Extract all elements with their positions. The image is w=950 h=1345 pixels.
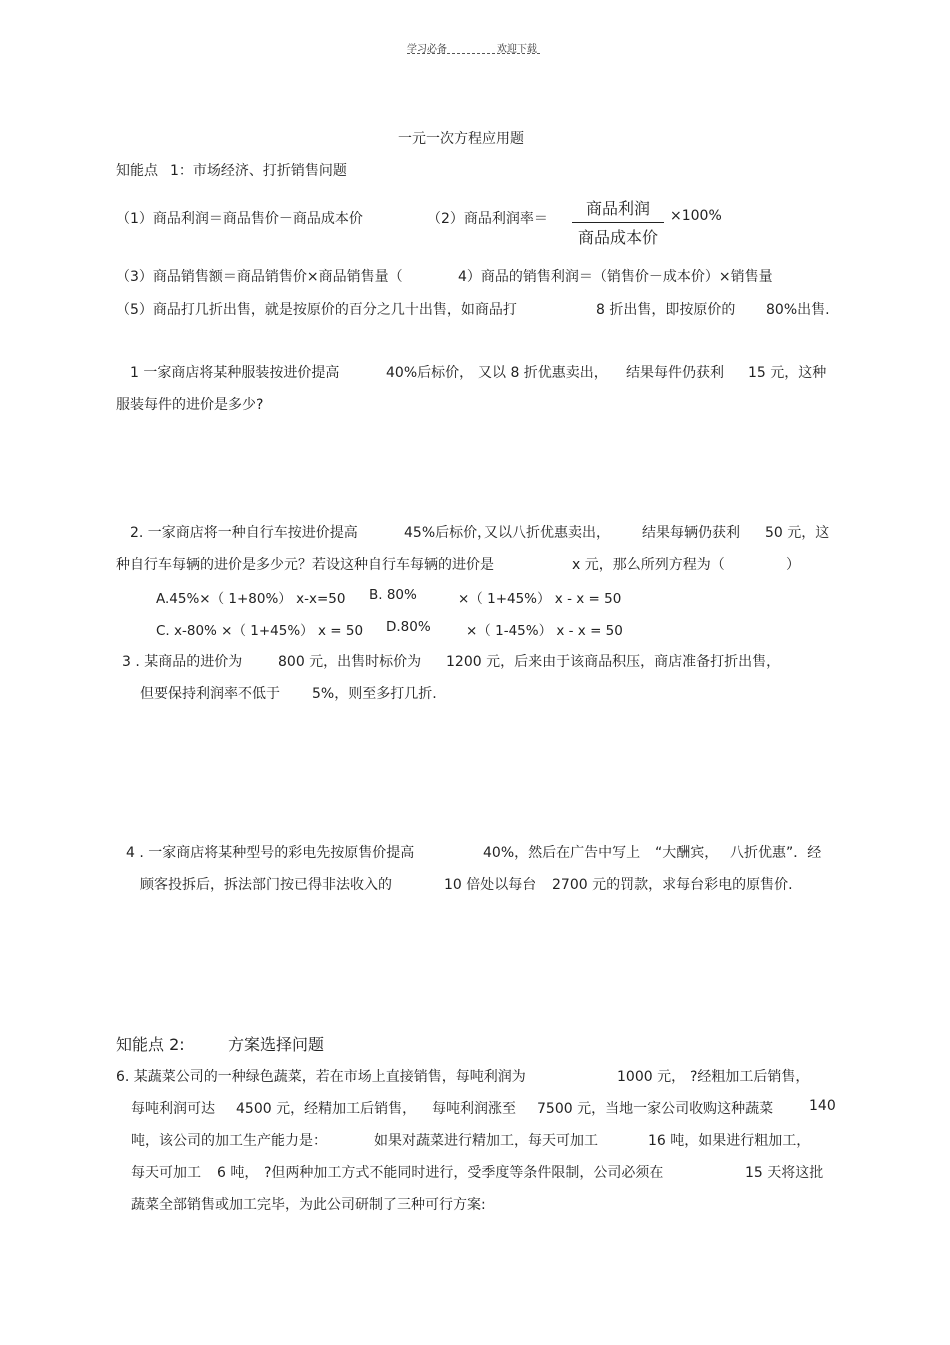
q6-line1-c: ?经粗加工后销售， [690,1069,810,1085]
formula-2-multiplier: ×100% [670,208,722,224]
q6-line5: 蔬菜全部销售或加工完毕，为此公司研制了三种可行方案: [131,1197,486,1213]
q6-line3-a: 吨，该公司的加工生产能力是： [131,1133,327,1149]
q1-line1-c: 又以 8 折优惠卖出， [478,365,608,381]
q3-line2-a: 但要保持利润率不低于 [140,686,280,702]
section1-heading-label: 知能点 [116,163,158,179]
q6-line4-d: 15 天将这批 [745,1165,824,1181]
q4-line2-a: 顾客投拆后，拆法部门按已得非法收入的 [140,877,392,893]
formula-5-part-c: 80%出售. [766,302,830,318]
q2-line2-c: ） [786,557,800,573]
q2-option-b-expr: ×（ 1+45%） x - x = 50 [458,591,622,607]
formula-2-fraction [572,196,664,248]
q4-line2-c: 2700 元的罚款，求每台彩电的原售价. [552,877,793,893]
q6-line1-b: 1000 元， [617,1069,686,1085]
q1-line2: 服装每件的进价是多少? [116,397,264,413]
formula-1: （1）商品利润＝商品售价－商品成本价 [116,211,363,227]
q3-line1-b: 800 元，出售时标价为 [278,654,422,670]
q2-line2-b: x 元，那么所列方程为（ [572,557,725,573]
q1-line1-e: 15 元，这种 [748,365,827,381]
q6-line1-a: 6. 某蔬菜公司的一种绿色蔬菜，若在市场上直接销售，每吨利润为 [116,1069,526,1085]
q6-line2-e: 140 [809,1098,836,1114]
q2-line1-a: 2. 一家商店将一种自行车按进价提高 [130,525,358,541]
section1-heading-topic: 1：市场经济、打折销售问题 [170,163,347,179]
header-divider [407,53,540,54]
section2-heading-label: 知能点 2: [116,1035,185,1054]
q4-line1-a: 4 . 一家商店将某种型号的彩电先按原售价提高 [126,845,415,861]
formula-5-part-a: （5）商品打几折出售，就是按原价的百分之几十出售，如商品打 [116,302,517,318]
q4-line1-d: 八折优惠”．经 [730,845,822,861]
q2-option-b-label: B. 80% [369,587,417,603]
q6-line2-d: 7500 元，当地一家公司收购这种蔬菜 [537,1101,774,1117]
q1-line1-d: 结果每件仍获利 [626,365,724,381]
formula-5-part-b: 8 折出售，即按原价的 [596,302,736,318]
q6-line2-b: 4500 元，经精加工后销售， [236,1101,417,1117]
q2-option-d-expr: ×（ 1-45%） x - x = 50 [466,623,623,639]
fraction-numerator: 商品利润 [585,199,650,218]
q2-line1-c: 又以八折优惠卖出， [484,525,610,541]
q6-line4-a: 每天可加工 [131,1165,201,1181]
q2-line1-d: 结果每辆仍获利 [642,525,740,541]
q3-line1-c: 1200 元，后来由于该商品积压，商店准备打折出售， [446,654,781,670]
fraction-bar [572,222,664,223]
q4-line1-c: “大酬宾， [655,845,719,861]
q2-line2-a: 种自行车每辆的进价是多少元？若设这种自行车每辆的进价是 [116,557,494,573]
q6-line4-c: ?但两种加工方式不能同时进行，受季度等条件限制，公司必须在 [264,1165,664,1181]
q2-line1-e: 50 元，这 [765,525,830,541]
q1-line1-a: 1 一家商店将某种服装按进价提高 [130,365,340,381]
q2-line1-b: 45%后标价， [404,525,492,541]
header-right-text: 欢迎下载 [497,44,537,55]
formula-2-label: （2）商品利润率＝ [427,211,548,227]
q6-line2-c: 每吨利润涨至 [432,1101,516,1117]
q6-line3-c: 16 吨，如果进行粗加工， [648,1133,811,1149]
section2-heading-topic: 方案选择问题 [228,1035,325,1054]
header-left-text: 学习必备 [407,44,447,55]
q6-line4-b: 6 吨， [217,1165,259,1181]
formula-4: 4）商品的销售利润＝（销售价－成本价）×销售量 [458,269,773,285]
q1-line1-b: 40%后标价， [386,365,474,381]
formula-3: （3）商品销售额＝商品销售价×商品销售量（ [116,269,403,285]
q2-option-c: C. x-80% ×（ 1+45%） x = 50 [156,623,364,639]
q3-line2-b: 5%，则至多打几折. [312,686,437,702]
q2-option-a: A.45%×（ 1+80%） x-x=50 [156,591,346,607]
fraction-denominator: 商品成本价 [577,228,658,247]
q6-line3-b: 如果对蔬菜进行精加工，每天可加工 [374,1133,598,1149]
q2-option-d-label: D.80% [386,619,431,635]
q4-line1-b: 40%，然后在广告中写上 [483,845,641,861]
page-title: 一元一次方程应用题 [398,131,524,147]
q6-line2-a: 每吨利润可达 [131,1101,215,1117]
q3-line1-a: 3 . 某商品的进价为 [122,654,243,670]
q4-line2-b: 10 倍处以每台 [444,877,537,893]
